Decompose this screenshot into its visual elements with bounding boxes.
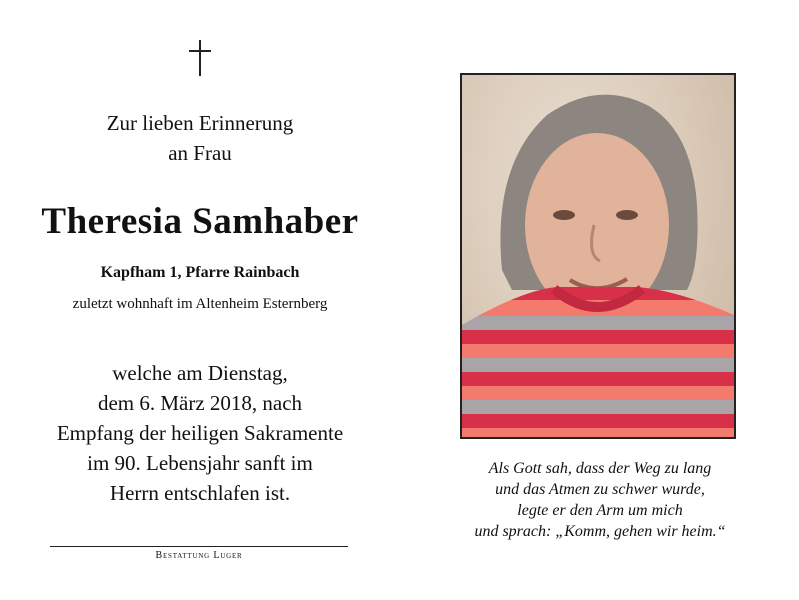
cross-icon: [188, 40, 212, 76]
death-line: Empfang der heiligen Sakramente: [56, 421, 344, 445]
poem-line: und sprach: „Komm, gehen wir heim.“: [474, 523, 726, 540]
intro-line-2: an Frau: [168, 141, 232, 165]
address: Kapfham 1, Pfarre Rainbach: [100, 264, 300, 281]
portrait-photo: [460, 73, 736, 439]
poem-line: und das Atmen zu schwer wurde,: [495, 481, 705, 498]
death-line: im 90. Lebensjahr sanft im: [87, 451, 313, 475]
divider-line: [50, 546, 348, 547]
funeral-home-credit: Bestattung Luger: [155, 550, 243, 561]
deceased-name: Theresia Samhaber: [41, 201, 359, 242]
death-notice: [0, 358, 400, 508]
poem-line: Als Gott sah, dass der Weg zu lang: [488, 460, 712, 477]
intro-text: [0, 108, 400, 168]
poem: [440, 458, 760, 542]
intro-line-1: Zur lieben Erinnerung: [106, 111, 294, 135]
death-line: Herrn entschlafen ist.: [109, 481, 291, 505]
poem-line: legte er den Arm um mich: [517, 502, 683, 519]
portrait-illustration: [462, 75, 734, 437]
last-residence: zuletzt wohnhaft im Altenheim Esternberg: [72, 296, 328, 312]
death-line: dem 6. März 2018, nach: [97, 391, 303, 415]
death-line: welche am Dienstag,: [112, 361, 288, 385]
